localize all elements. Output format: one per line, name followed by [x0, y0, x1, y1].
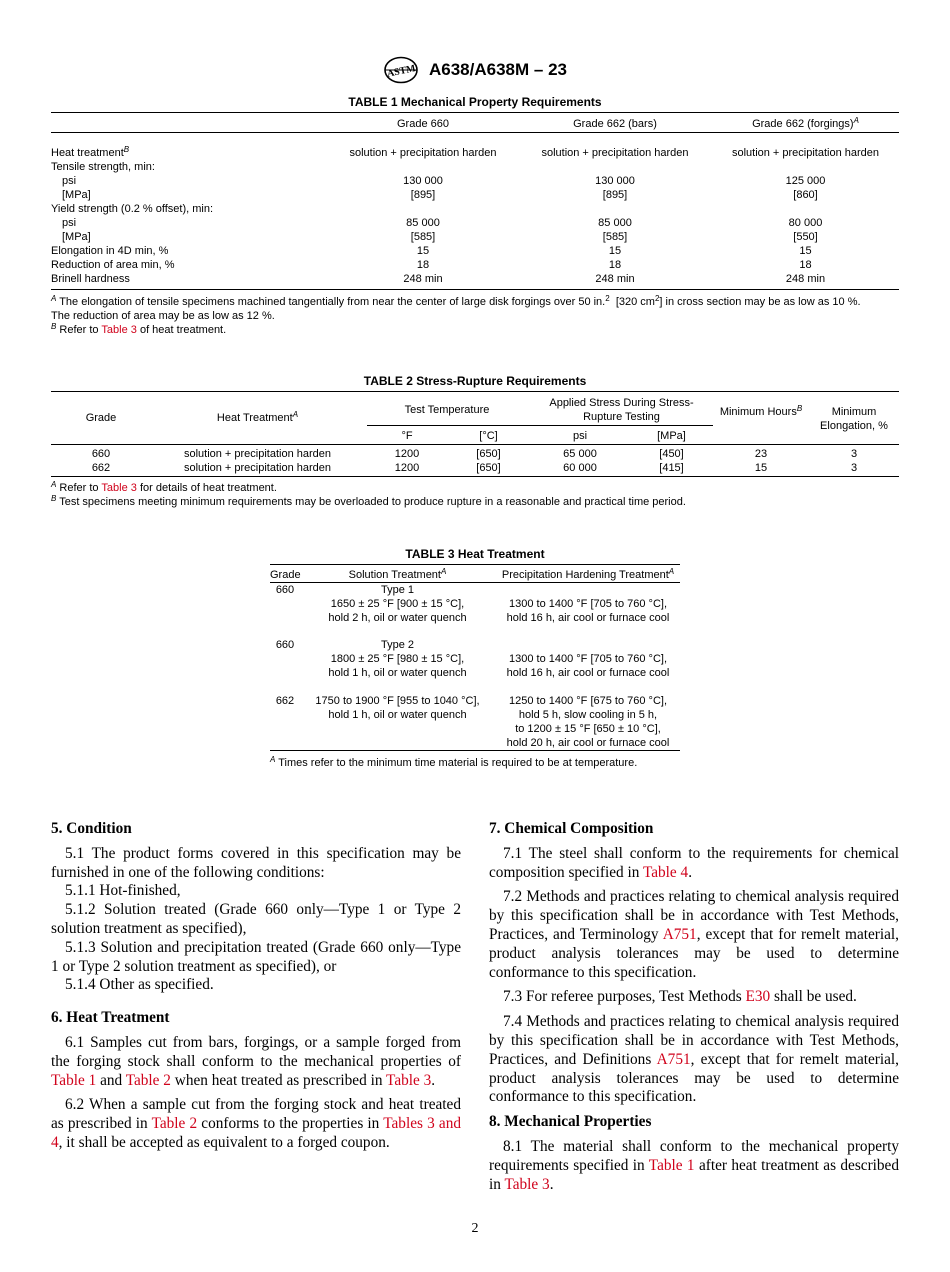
table2-h-hours: Minimum Hours$^B$ [719, 404, 803, 418]
table2-footnote-b: $^B$ Test specimens meeting minimum requirements may be overloaded to produce rupture in a reasonable and practical time period. [51, 494, 686, 508]
table2-caption: TABLE 2 Stress-Rupture Requirements [363, 374, 587, 388]
para-8-1: 8.1 The material shall conform to the mechanical property requirements specified in Table 1 after heat treatment as described in Table 3. [489, 1137, 899, 1193]
table3-cell-solution: Type 1 1650 ± 25 °F [900 ± 15 °C], hold 2 h, oil or water quench [328, 584, 467, 624]
e30-link[interactable]: E30 [745, 988, 771, 1006]
section5-heading: 5. Condition [51, 820, 132, 837]
table-row: [MPa] [585] [585] [550] [62, 231, 818, 243]
a751-link[interactable]: A751 [662, 925, 697, 943]
table-row: 662 [275, 695, 295, 707]
table-row: [MPa] [895] [895] [860] [62, 189, 818, 201]
table-row: 660 [275, 639, 295, 651]
section6-heading: 6. Heat Treatment [51, 1009, 170, 1027]
table2-footnotes [51, 481, 911, 509]
table2-link[interactable]: Table 2 [151, 1115, 198, 1133]
a751-link[interactable]: A751 [656, 1050, 691, 1068]
table2-sub-mpa: [MPa] [657, 430, 686, 442]
table3-cell-solution: Type 2 1800 ± 25 °F [980 ± 15 °C], hold 1 h, oil or water quench [328, 639, 467, 679]
astm-logo-icon [383, 56, 419, 84]
table2-h-heat: Heat Treatment$^A$ [216, 410, 299, 424]
table3-cell-precip: 1250 to 1400 °F [675 to 760 °C], hold 5 h, slow cooling in 5 h, to 1200 ± 15 °F [650 ± 10 °C], hold 20 h, air cool or furnace cool [506, 695, 670, 749]
table2-body [51, 447, 900, 475]
table1-link[interactable]: Table 1 [51, 1071, 97, 1089]
table3-footnote-a: $^A$ Times refer to the minimum time material is required to be at temperature. [270, 755, 638, 769]
table-row: Reduction of area min, % 18 18 18 [51, 259, 812, 271]
table-row: Tensile strength, min: [51, 161, 155, 173]
table3-link[interactable]: Table 3 [101, 482, 137, 494]
table4-link[interactable]: Table 4 [642, 863, 689, 881]
table2-h-temp: Test Temperature [404, 404, 490, 416]
table1-footnotes: $^A$ The elongation of tensile specimens machined tangentially from near the center of large disk forgings over 50 in.$^2$ [320 $cm^2$] in cross section may be as low as 10 %. The reduction of area may be as low as 12 %. $^B$ Refer to Table 3 of heat treatment. [51, 295, 911, 337]
table-row: psi 85 000 85 000 80 000 [62, 217, 823, 229]
table1-link[interactable]: Table 1 [648, 1156, 695, 1174]
table1-footnote-a: $^A$ The elongation of tensile specimens machined tangentially from near the center of large disk forgings over 50 in.$^2$ [320 $cm^2$] in cross section may be as low as 10 %. [51, 294, 861, 308]
table2-link[interactable]: Table 2 [125, 1071, 171, 1089]
table-row: 662 solution + precipitation harden 1200 [650] 60 000 [415] 15 3 [91, 462, 858, 474]
table3-link[interactable]: Table 3 [101, 324, 137, 336]
table1-caption: TABLE 1 Mechanical Property Requirements [348, 95, 602, 109]
para-7-3: 7.3 For referee purposes, Test Methods E30 shall be used. [503, 988, 857, 1006]
table-row: Yield strength (0.2 % offset), min: [51, 203, 214, 215]
table-row: psi 130 000 130 000 125 000 [62, 175, 826, 187]
section8-heading: 8. Mechanical Properties [489, 1113, 652, 1131]
table2-h-stress: Applied Stress During Stress-Rupture Testing [549, 397, 694, 423]
page-number: 2 [471, 1221, 479, 1236]
table2-sub-f: °F [401, 430, 413, 442]
table2-h-elong: Minimum Elongation, % [820, 406, 888, 432]
table-row: Brinell hardness 248 min 248 min 248 min [51, 273, 826, 285]
section7-heading: 7. Chemical Composition [489, 820, 654, 837]
designation: A638/A638M – 23 [429, 60, 567, 79]
table3-cell-solution: 1750 to 1900 °F [955 to 1040 °C], hold 1 h, oil or water quench [315, 695, 480, 721]
table1 [51, 117, 899, 286]
svg-text:ASTM: ASTM [386, 63, 417, 80]
tables3-4-link[interactable]: Tables 3 and 4 [51, 1115, 461, 1151]
table2-h-grade: Grade [85, 412, 117, 424]
table3-link[interactable]: Table 3 [504, 1175, 550, 1193]
para-7-1: 7.1 The steel shall conform to the requirements for chemical composition specified in Table 4. [489, 844, 899, 881]
table1-header-row [51, 117, 899, 146]
left-column: 5. Condition 5.1 The product forms covered in this specification may be furnished in one of the following conditions: 5.1.1 Hot-finished, 5.1.2 Solution treated (Grade 660 only—Type 1 or Type 2 solution treatment as specified), 5.1.3 Solution and precipitation treated (Grade 660 only—Type 1 or Type 2 solution treatment as specified), or 5.1.4 Other as specified. 6. Heat Treatment 6.1 Samples cut from bars, forgings, or a sample forged from the forging stock shall conform to the mechanical properties of Table 1 and Table 2 when heat treated as prescribed in Table 3. 6.2 When a sample cut from the forging stock and heat treated as prescribed in Table 2 conforms to the properties in Tables 3 and 4, it shall be accepted as equivalent to a forged coupon. [51, 820, 461, 1151]
table-row: 660 [275, 584, 295, 596]
table1-col-grade662-forgings: Grade 662 (forgings)$^A$ [752, 116, 859, 130]
para-7-4: 7.4 Methods and practices relating to chemical analysis required by this specification shall be in accordance with Test Methods, Practices, and Definitions A751, except that for remelt material, product analysis tolerances may be used to determine conformance to this specification. [489, 1013, 899, 1106]
table3-cell-precip: 1300 to 1400 °F [705 to 760 °C], hold 16 h, air cool or furnace cool [506, 653, 670, 679]
table2-sub-psi: psi [572, 430, 588, 442]
table3-h-solution: Solution Treatment$^A$ [348, 567, 447, 581]
table1-col-grade660: Grade 660 [397, 118, 449, 130]
table3-h-precip: Precipitation Hardening Treatment$^A$ [501, 567, 675, 581]
table3-h-grade: Grade [270, 569, 301, 581]
table2-sub-c: [°C] [479, 430, 498, 442]
table2-footnote-a: $^A$ Refer to Table 3 for details of heat treatment. [51, 480, 277, 494]
table1-col-grade662-bars: Grade 662 (bars) [573, 118, 657, 130]
table1-footnote-b: $^B$ Refer to Table 3 of heat treatment. [51, 322, 227, 336]
para-7-2: 7.2 Methods and practices relating to chemical analysis required by this specification shall be in accordance with Test Methods, Practices, and Terminology A751, except that for remelt material, product analysis tolerances may be used to determine conformance to this specification. [489, 888, 899, 981]
right-column [489, 820, 899, 1194]
table3-cell-precip: 1300 to 1400 °F [705 to 760 °C], hold 16 h, air cool or furnace cool [506, 598, 670, 624]
table3-link[interactable]: Table 3 [386, 1071, 432, 1089]
table-row: 660 solution + precipitation harden 1200 [650] 65 000 [450] 23 3 [91, 448, 858, 460]
table-row: Elongation in 4D min, % 15 15 15 [51, 245, 812, 257]
table3-caption: TABLE 3 Heat Treatment [405, 547, 545, 561]
table-row: Heat treatment$^B$ solution + precipitation harden solution + precipitation harden solution + precipitation harden [51, 145, 880, 159]
para-6-1: 6.1 Samples cut from bars, forgings, or a sample forged from the forging stock shall conform to the mechanical properties of Table 1 and Table 2 when heat treated as prescribed in Table 3. [51, 1033, 461, 1089]
para-6-2: 6.2 When a sample cut from the forging stock and heat treated as prescribed in Table 2 conforms to the properties in Tables 3 and 4, it shall be accepted as equivalent to a forged coupon. [51, 1096, 461, 1151]
page-header [0, 56, 950, 84]
